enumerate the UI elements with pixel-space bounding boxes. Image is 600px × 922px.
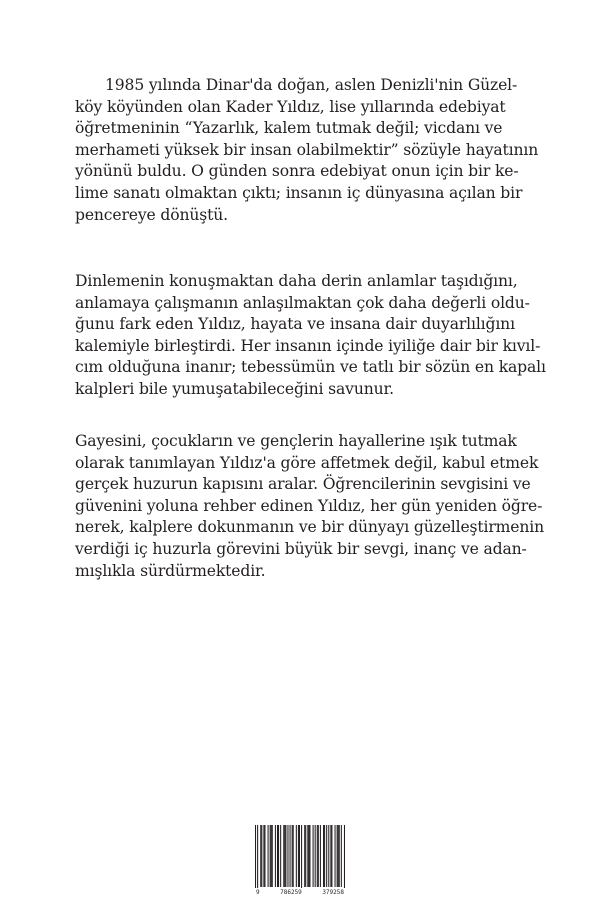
text-line: Gayesini, çocukların ve gençlerin hayallerine ışık tutmak — [75, 432, 517, 450]
barcode-bar — [307, 825, 308, 887]
barcode-bar — [284, 825, 285, 887]
barcode-bar — [326, 825, 327, 887]
barcode-bar — [308, 825, 309, 887]
text-line: verdiği iç huzurla görevini büyük bir sevgi, inanç ve adan- — [75, 539, 527, 558]
barcode-bar — [309, 825, 310, 887]
barcode-bar — [277, 825, 278, 887]
barcode-bar — [270, 825, 271, 887]
barcode-bar — [331, 825, 332, 887]
barcode-bar — [304, 825, 305, 887]
barcode-bar — [299, 825, 300, 887]
barcode-bar — [328, 825, 329, 887]
text-line: olarak tanımlayan Yıldız'a göre affetmek değil, kabul etmek — [75, 453, 539, 472]
barcode-bar — [338, 825, 339, 887]
text-line: öğretmeninin “Yazarlık, kalem tutmak değil; vicdanı ve — [75, 119, 503, 138]
barcode-bar — [317, 825, 318, 887]
isbn-barcode — [255, 825, 345, 897]
text-line: mışlıkla sürdürmektedir. — [75, 561, 266, 580]
text-line: gerçek huzurun kapısını aralar. Öğrencilerinin sevgisini ve — [75, 475, 531, 494]
text-line: güvenini yoluna rehber edinen Yıldız, her gün yeniden öğre- — [75, 496, 543, 515]
text-line: Dinlemenin konuşmaktan daha derin anlamlar taşıdığını, — [75, 272, 518, 290]
barcode-bar — [337, 825, 338, 887]
barcode-bar — [292, 825, 293, 887]
barcode-bar — [285, 825, 286, 887]
barcode-bars-icon — [255, 825, 345, 889]
barcode-digit-group-right: 379258 — [322, 889, 344, 896]
barcode-bar — [305, 825, 306, 887]
barcode-digit-group-left: 786259 — [280, 889, 302, 896]
text-line: anlamaya çalışmanın anlaşılmaktan çok daha değerli oldu- — [75, 293, 530, 312]
text-line: kalpleri bile yumuşatabileceğini savunur. — [75, 379, 394, 398]
barcode-bar — [275, 825, 276, 887]
text-line: yönünü buldu. O günden sonra edebiyat onun için bir ke- — [75, 162, 519, 181]
text-line: pencereye dönüştü. — [75, 205, 228, 224]
barcode-digits — [255, 888, 345, 897]
barcode-bar — [255, 825, 256, 889]
text-line: merhameti yüksek bir insan olabilmektir” sözüyle hayatının — [75, 140, 539, 159]
barcode-bar — [264, 825, 265, 887]
text-line: nerek, kalplere dokunmanın ve bir dünyayı güzelleştirmenin — [75, 518, 544, 537]
barcode-bar — [315, 825, 316, 887]
text-line: lime sanatı olmaktan çıktı; insanın iç dünyasına açılan bir — [75, 183, 523, 202]
barcode-bar — [290, 825, 291, 887]
barcode-digit-prefix: 9 — [256, 889, 260, 896]
text-line: kalemiyle birleştirdi. Her insanın içinde iyiliğe dair bir kıvıl- — [75, 336, 541, 355]
barcode-bar — [344, 825, 345, 889]
barcode-bar — [263, 825, 264, 887]
barcode-bar — [318, 825, 319, 887]
barcode-bar — [278, 825, 279, 887]
barcode-bar — [261, 825, 262, 887]
barcode-bar — [283, 825, 284, 887]
barcode-bar — [271, 825, 272, 887]
barcode-bar — [260, 825, 261, 887]
text-line: 1985 yılında Dinar'da doğan, aslen Denizli'nin Güzel- — [105, 76, 518, 94]
barcode-bar — [313, 825, 314, 887]
barcode-bar — [280, 825, 281, 887]
barcode-bar — [293, 825, 294, 887]
barcode-bar — [335, 825, 336, 887]
text-line: ğunu fark eden Yıldız, hayata ve insana dair duyarlılığını — [75, 315, 515, 334]
barcode-bar — [268, 825, 269, 887]
biography-paragraph-2 — [75, 271, 546, 401]
barcode-bar — [324, 825, 325, 887]
barcode-bar — [341, 825, 342, 887]
barcode-bar — [257, 825, 258, 889]
barcode-bar — [301, 825, 302, 889]
barcode-bar — [272, 825, 273, 887]
barcode-bar — [330, 825, 331, 887]
biography-paragraph-3 — [75, 431, 544, 582]
barcode-bar — [339, 825, 340, 887]
text-line: köy köyünden olan Kader Yıldız, lise yıllarında edebiyat — [75, 97, 506, 116]
biography-paragraph-1 — [75, 75, 539, 226]
barcode-bar — [323, 825, 324, 887]
barcode-bar — [296, 825, 297, 887]
barcode-bar — [287, 825, 288, 887]
barcode-bar — [320, 825, 321, 887]
barcode-bar — [298, 825, 299, 887]
text-line: cım olduğuna inanır; tebessümün ve tatlı bir sözün en kapalı — [75, 358, 546, 377]
